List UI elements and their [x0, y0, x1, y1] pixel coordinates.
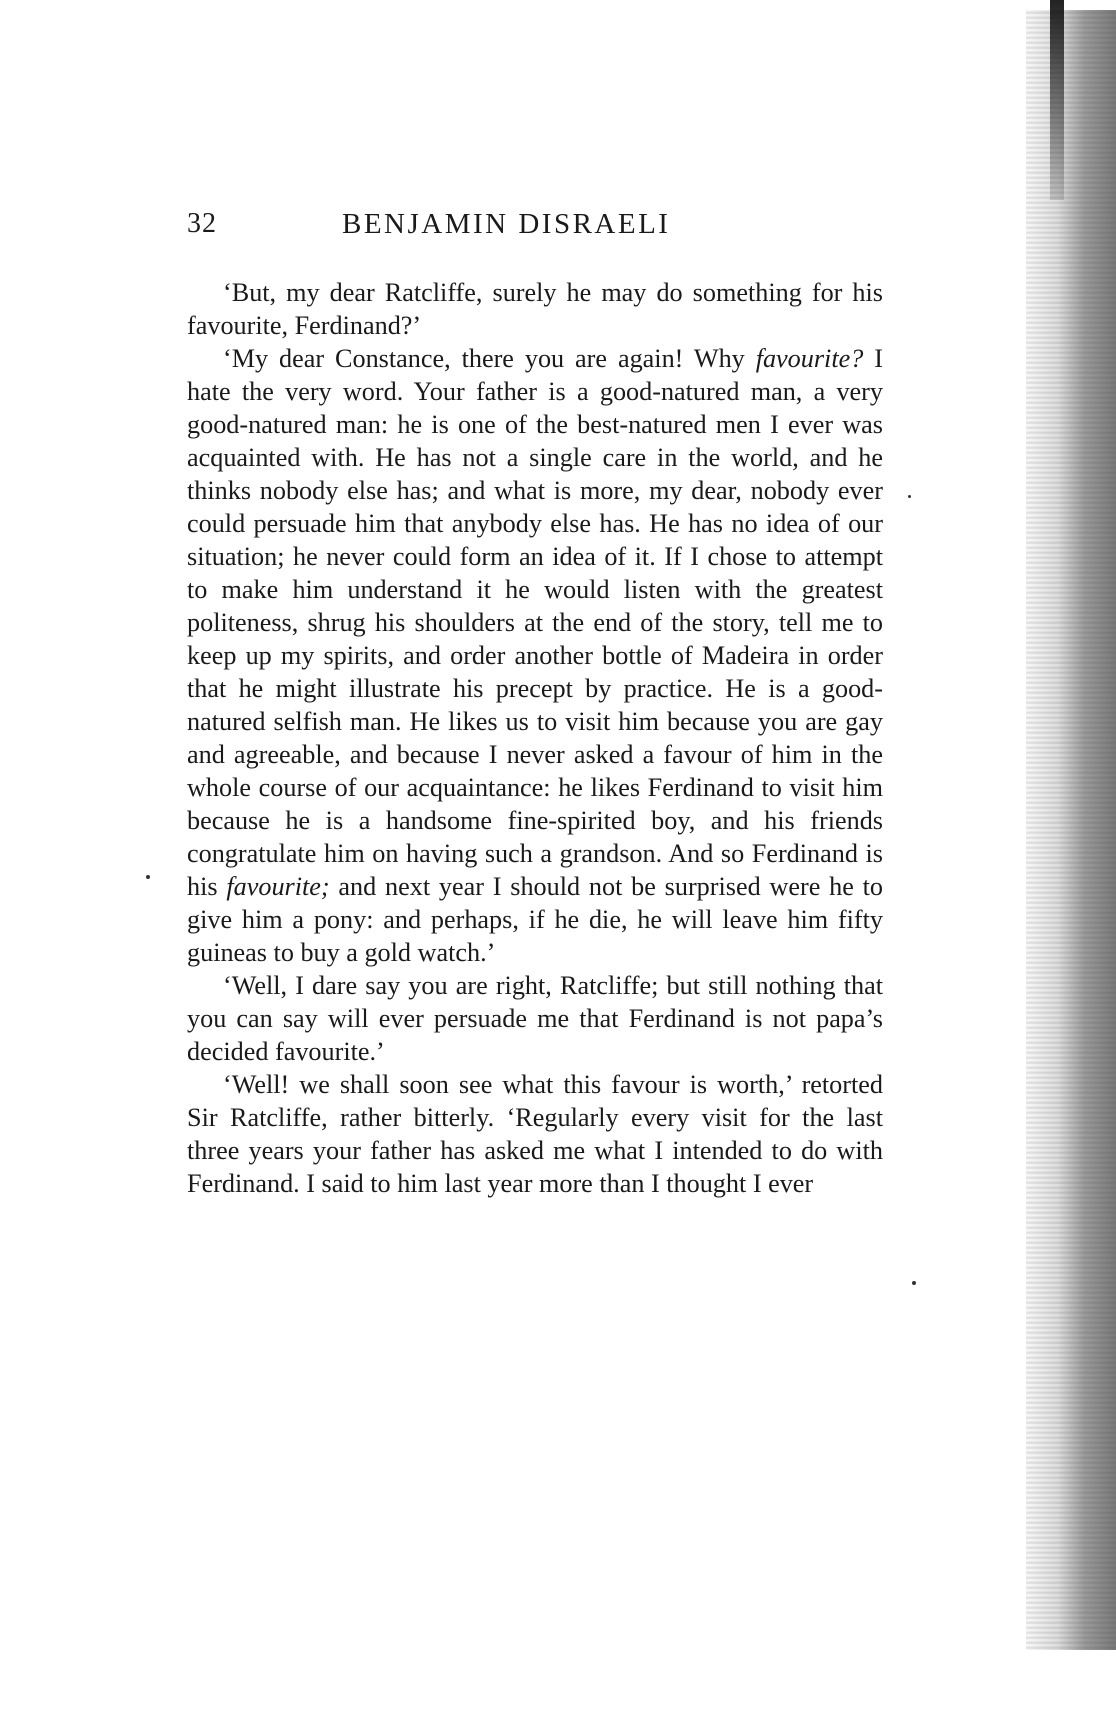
paragraph-text: ‘But, my dear Ratcliffe, surely he may do something for his favourite, Ferdinand?’	[187, 278, 883, 340]
italic-text: favourite;	[226, 872, 330, 901]
italic-text: favourite?	[755, 344, 864, 373]
scan-gutter-shadow	[1026, 10, 1116, 1650]
paragraph-2	[187, 342, 883, 969]
paragraph-4	[187, 1068, 883, 1200]
paragraph-text: and next year I should not be surprised were he to give him a pony: and perhaps, if he die, he will leave him fifty guineas to buy a gold watch.’	[187, 872, 884, 967]
paragraph-text: ‘Well! we shall soon see what this favour is worth,’ retorted Sir Ratcliffe, rather bitterly. ‘Regularly every visit for the last three years your father has asked me what I intended to do with Ferdinand. I said to him last year more than I thought I ever	[187, 1070, 883, 1198]
page-header	[187, 208, 887, 248]
paragraph-text: ‘Well, I dare say you are right, Ratcliffe; but still nothing that you can say will ever persuade me that Ferdinand is not papa’s decided favourite.’	[187, 971, 883, 1066]
paragraph-3	[187, 969, 883, 1068]
scan-speck	[146, 875, 150, 879]
paragraph-text: ‘My dear Constance, there you are again! Why	[223, 344, 756, 373]
scan-speck	[908, 495, 911, 498]
body-text	[187, 276, 883, 1200]
scan-speck	[912, 1281, 916, 1285]
page-number: 32	[187, 208, 217, 239]
paragraph-text: I hate the very word. Your father is a good-natured man, a very good-natured man: he is one of the best-natured men I ever was acquainted with. He has not a single care in the world, and he thinks nobody else has; and what is more, my dear, nobody ever could persuade him that anybody else has. He has no idea of our situation; he never could form an idea of it. If I chose to attempt to make him understand it he would listen with the greatest politeness, shrug his shoulders at the end of the story, tell me to keep up my spirits, and order another bottle of Madeira in order that he might illustrate his precept by practice. He is a good-natured selfish man. He likes us to visit him because you are gay and agreeable, and because I never asked a favour of him in the whole course of our acquaintance: he likes Ferdinand to visit him because he is a handsome fine-spirited boy, and his friends congratulate him on having such a grandson. And so Ferdinand is his	[187, 344, 883, 901]
scan-gutter-edge	[1050, 0, 1064, 200]
paragraph-1	[187, 276, 883, 342]
running-title: BENJAMIN DISRAELI	[342, 208, 671, 240]
